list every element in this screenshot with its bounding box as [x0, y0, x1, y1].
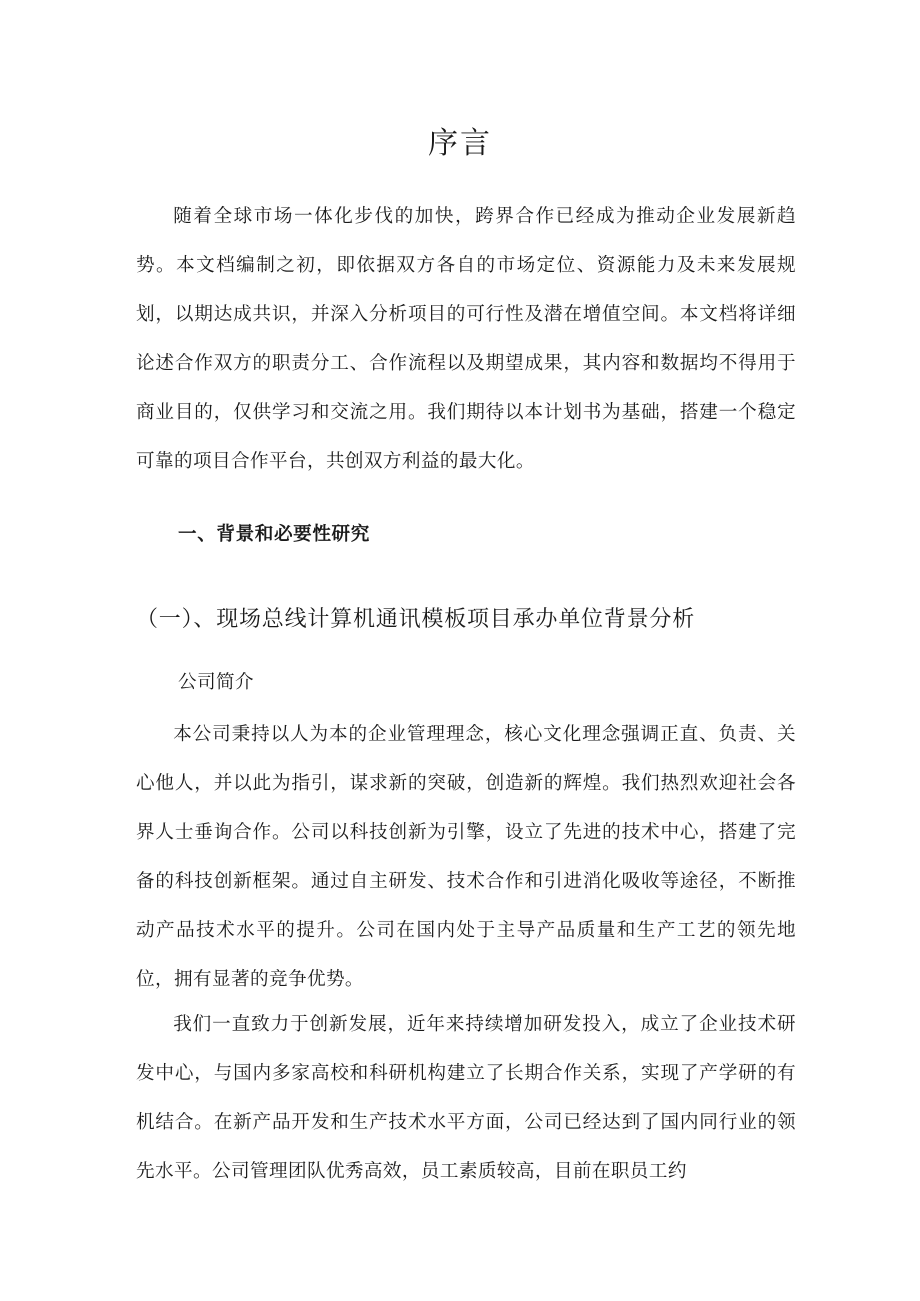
subsection-heading-company-background: （一）、现场总线计算机通讯模板项目承办单位背景分析	[136, 607, 696, 632]
company-paragraph-1: 本公司秉持以人为本的企业管理理念，核心文化理念强调正直、负责、关心他人，并以此为指引，谋求新的突破，创造新的辉煌。我们热烈欢迎社会各界人士垂询合作。公司以科技创新为引擎，设立了先进的技术中心，搭建了完备的科技创新框架。通过自主研发、技术合作和引进消化吸收等途径，不断推动产品技术水平的提升。公司在国内处于主导产品质量和生产工艺的领先地位，拥有显著的竞争优势。	[136, 724, 796, 990]
company-intro-label: 公司简介	[178, 672, 254, 693]
section-heading-background: 一、背景和必要性研究	[178, 524, 370, 545]
document-title: 序言	[428, 126, 492, 161]
company-paragraph-2: 我们一直致力于创新发展，近年来持续增加研发投入，成立了企业技术研发中心，与国内多家高校和科研机构建立了长期合作关系，实现了产学研的有机结合。在新产品开发和生产技术水平方面，公司已经达到了国内同行业的领先水平。公司管理团队优秀高效，员工素质较高，目前在职员工约	[136, 1014, 796, 1182]
intro-paragraph: 随着全球市场一体化步伐的加快，跨界合作已经成为推动企业发展新趋势。本文档编制之初，即依据双方各自的市场定位、资源能力及未来发展规划，以期达成共识，并深入分析项目的可行性及潜在增值空间。本文档将详细论述合作双方的职责分工、合作流程以及期望成果，其内容和数据均不得用于商业目的，仅供学习和交流之用。我们期待以本计划书为基础，搭建一个稳定可靠的项目合作平台，共创双方利益的最大化。	[136, 206, 796, 472]
